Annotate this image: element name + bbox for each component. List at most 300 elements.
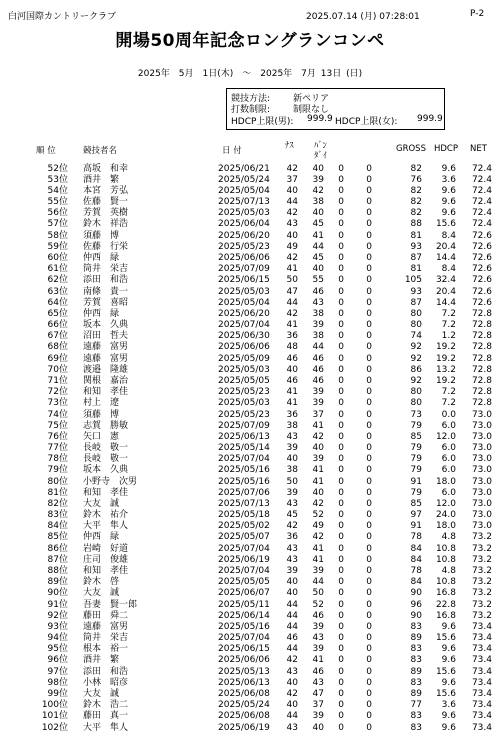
name-cell: 須藤 博 bbox=[83, 409, 120, 420]
gross-cell: 80 bbox=[410, 320, 422, 330]
name-cell: 大平 隼人 bbox=[83, 722, 129, 733]
date-cell: 2025/05/16 bbox=[218, 621, 270, 632]
date-cell: 2025/05/11 bbox=[218, 599, 270, 610]
page-title: 開場50周年記念ロングランコンペ bbox=[115, 31, 385, 51]
extra-cell-2: 0 bbox=[366, 532, 372, 543]
out-score-cell: 41 bbox=[286, 398, 298, 409]
extra-cell-1: 0 bbox=[338, 711, 344, 722]
extra-cell-2: 0 bbox=[366, 554, 372, 565]
date-cell: 2025/05/23 bbox=[218, 409, 270, 420]
rank-cell: 72位 bbox=[47, 387, 68, 398]
col-in: ﾊﾞﾝ bbox=[314, 141, 327, 151]
hdcp-cell: 9.6 bbox=[441, 711, 456, 722]
gross-cell: 92 bbox=[410, 353, 422, 364]
date-cell: 2025/06/20 bbox=[218, 230, 270, 241]
net-cell: 73.2 bbox=[471, 566, 492, 576]
hdcp-cell: 6.0 bbox=[441, 487, 456, 498]
extra-cell-2: 0 bbox=[366, 465, 372, 476]
out-score-cell: 36 bbox=[286, 409, 298, 420]
in-score-cell: 39 bbox=[312, 387, 324, 398]
date-cell: 2025/06/06 bbox=[218, 252, 270, 263]
gross-cell: 93 bbox=[410, 286, 422, 297]
in-score-cell: 41 bbox=[312, 230, 324, 241]
hdcp-cell: 9.6 bbox=[441, 185, 456, 196]
competition-period: 2025年 5月 1日(木) ～ 2025年 7月 13日 (日) bbox=[137, 69, 363, 79]
name-cell: 仲西 緑 bbox=[83, 532, 120, 543]
out-score-cell: 46 bbox=[286, 353, 298, 364]
date-cell: 2025/06/19 bbox=[218, 554, 270, 565]
hdcp-cell: 9.6 bbox=[441, 655, 456, 666]
gross-cell: 77 bbox=[410, 700, 422, 711]
net-cell: 72.4 bbox=[471, 185, 492, 196]
rank-cell: 83位 bbox=[47, 510, 68, 521]
rank-cell: 79位 bbox=[47, 465, 68, 476]
hdcp-cell: 19.2 bbox=[435, 375, 456, 386]
gross-cell: 89 bbox=[410, 666, 422, 677]
hdcp-cell: 32.4 bbox=[435, 275, 456, 286]
out-score-cell: 40 bbox=[286, 588, 298, 599]
extra-cell-1: 0 bbox=[338, 465, 344, 476]
extra-cell-1: 0 bbox=[338, 644, 344, 655]
name-cell: 鈴木 祥浩 bbox=[83, 219, 129, 230]
table-row bbox=[0, 376, 500, 387]
in-score-cell: 39 bbox=[312, 174, 324, 185]
extra-cell-1: 0 bbox=[338, 689, 344, 699]
hdcp-cell: 19.2 bbox=[435, 353, 456, 364]
out-score-cell: 39 bbox=[286, 487, 298, 498]
in-score-cell: 40 bbox=[312, 264, 324, 275]
net-cell: 73.4 bbox=[471, 633, 492, 644]
date-cell: 2025/05/03 bbox=[218, 286, 270, 297]
out-score-cell: 43 bbox=[286, 543, 298, 554]
date-cell: 2025/05/05 bbox=[218, 577, 270, 588]
in-score-cell: 38 bbox=[312, 331, 324, 342]
name-cell: 関根 嘉治 bbox=[83, 375, 129, 386]
net-cell: 72.6 bbox=[471, 264, 492, 275]
extra-cell-2: 0 bbox=[366, 633, 372, 644]
name-cell: 長岐 敬一 bbox=[83, 443, 129, 453]
out-score-cell: 39 bbox=[286, 566, 298, 576]
hdcp-cell: 3.6 bbox=[441, 700, 456, 711]
out-score-cell: 40 bbox=[286, 677, 298, 688]
name-cell: 須藤 博 bbox=[83, 230, 120, 241]
gross-cell: 90 bbox=[410, 588, 422, 599]
table-row bbox=[0, 387, 500, 398]
in-score-cell: 39 bbox=[312, 454, 324, 465]
hdcp-cell: 0.0 bbox=[441, 409, 456, 420]
table-row bbox=[0, 342, 500, 353]
extra-cell-1: 0 bbox=[338, 219, 344, 230]
in-score-cell: 40 bbox=[312, 208, 324, 219]
extra-cell-2: 0 bbox=[366, 431, 372, 442]
rank-cell: 80位 bbox=[47, 476, 68, 487]
gross-cell: 91 bbox=[410, 476, 422, 487]
rank-cell: 89位 bbox=[47, 577, 68, 588]
net-cell: 73.2 bbox=[471, 610, 492, 621]
out-score-cell: 40 bbox=[286, 454, 298, 465]
net-cell: 73.0 bbox=[471, 498, 492, 509]
date-cell: 2025/05/14 bbox=[218, 443, 270, 453]
extra-cell-2: 0 bbox=[366, 342, 372, 353]
gross-cell: 89 bbox=[410, 689, 422, 699]
net-cell: 73.0 bbox=[471, 465, 492, 476]
hdcp-cell: 7.2 bbox=[441, 308, 456, 319]
name-cell: 根本 裕一 bbox=[83, 644, 129, 655]
date-cell: 2025/05/03 bbox=[218, 364, 270, 375]
extra-cell-1: 0 bbox=[338, 577, 344, 588]
extra-cell-1: 0 bbox=[338, 286, 344, 297]
net-cell: 73.0 bbox=[471, 420, 492, 431]
net-cell: 73.4 bbox=[471, 711, 492, 722]
gross-cell: 84 bbox=[410, 554, 422, 565]
hdcp-cell: 3.6 bbox=[441, 174, 456, 185]
out-score-cell: 42 bbox=[286, 208, 298, 219]
date-cell: 2025/05/23 bbox=[218, 387, 270, 398]
rank-cell: 98位 bbox=[47, 677, 68, 688]
net-cell: 72.8 bbox=[471, 342, 492, 353]
extra-cell-2: 0 bbox=[366, 375, 372, 386]
extra-cell-2: 0 bbox=[366, 275, 372, 286]
date-cell: 2025/06/21 bbox=[218, 163, 270, 174]
extra-cell-1: 0 bbox=[338, 521, 344, 532]
table-row bbox=[0, 544, 500, 555]
extra-cell-2: 0 bbox=[366, 510, 372, 521]
out-score-cell: 42 bbox=[286, 308, 298, 319]
net-cell: 72.8 bbox=[471, 331, 492, 342]
rank-cell: 61位 bbox=[47, 264, 68, 275]
rank-cell: 96位 bbox=[47, 655, 68, 666]
gross-cell: 76 bbox=[410, 174, 422, 185]
gross-cell: 80 bbox=[410, 387, 422, 398]
table-row bbox=[0, 611, 500, 622]
extra-cell-2: 0 bbox=[366, 700, 372, 711]
name-cell: 本宮 芳弘 bbox=[83, 185, 129, 196]
table-row bbox=[0, 264, 500, 275]
gross-cell: 73 bbox=[410, 409, 422, 420]
in-score-cell: 49 bbox=[312, 521, 324, 532]
rank-cell: 84位 bbox=[47, 521, 68, 532]
col-hdcp: HDCP bbox=[434, 144, 458, 154]
extra-cell-1: 0 bbox=[338, 208, 344, 219]
table-row bbox=[0, 164, 500, 175]
gross-cell: 85 bbox=[410, 498, 422, 509]
date-cell: 2025/06/30 bbox=[218, 331, 270, 342]
extra-cell-1: 0 bbox=[338, 510, 344, 521]
extra-cell-2: 0 bbox=[366, 286, 372, 297]
extra-cell-2: 0 bbox=[366, 566, 372, 576]
rank-cell: 74位 bbox=[47, 409, 68, 420]
net-cell: 72.8 bbox=[471, 308, 492, 319]
net-cell: 73.2 bbox=[471, 577, 492, 588]
table-row bbox=[0, 309, 500, 320]
hdcp-cell: 12.0 bbox=[435, 431, 456, 442]
name-cell: 和知 孝佳 bbox=[83, 566, 129, 576]
date-cell: 2025/05/16 bbox=[218, 465, 270, 476]
name-cell: 仲西 緑 bbox=[83, 252, 120, 263]
name-cell: 佐藤 行栄 bbox=[83, 241, 129, 252]
name-cell: 渡邉 隆雄 bbox=[83, 364, 129, 375]
date-cell: 2025/06/13 bbox=[218, 431, 270, 442]
name-cell: 遠藤 富男 bbox=[83, 621, 129, 632]
date-cell: 2025/06/06 bbox=[218, 655, 270, 666]
out-score-cell: 50 bbox=[286, 275, 298, 286]
name-cell: 和知 孝佳 bbox=[83, 487, 129, 498]
name-cell: 庄司 俊雄 bbox=[83, 554, 129, 565]
net-cell: 73.2 bbox=[471, 543, 492, 554]
rank-cell: 85位 bbox=[47, 532, 68, 543]
in-score-cell: 41 bbox=[312, 543, 324, 554]
table-row bbox=[0, 208, 500, 219]
extra-cell-2: 0 bbox=[366, 621, 372, 632]
hdcp-cell: 9.6 bbox=[441, 621, 456, 632]
in-score-cell: 39 bbox=[312, 711, 324, 722]
extra-cell-2: 0 bbox=[366, 230, 372, 241]
net-cell: 72.6 bbox=[471, 286, 492, 297]
name-cell: 坂本 久典 bbox=[83, 320, 129, 330]
date-cell: 2025/07/13 bbox=[218, 498, 270, 509]
table-row bbox=[0, 197, 500, 208]
net-cell: 72.4 bbox=[471, 208, 492, 219]
gross-cell: 82 bbox=[410, 197, 422, 207]
hdcp-cell: 9.6 bbox=[441, 722, 456, 733]
out-score-cell: 44 bbox=[286, 711, 298, 722]
rank-cell: 70位 bbox=[47, 364, 68, 375]
net-cell: 73.0 bbox=[471, 443, 492, 453]
in-score-cell: 43 bbox=[312, 677, 324, 688]
extra-cell-2: 0 bbox=[366, 387, 372, 398]
extra-cell-1: 0 bbox=[338, 308, 344, 319]
date-cell: 2025/06/08 bbox=[218, 711, 270, 722]
hdcp-cell: 16.8 bbox=[435, 610, 456, 621]
in-score-cell: 45 bbox=[312, 219, 324, 230]
in-score-cell: 42 bbox=[312, 185, 324, 196]
name-cell: 大友 誠 bbox=[83, 689, 120, 699]
hdcp-cell: 15.6 bbox=[435, 219, 456, 230]
hdcp-cell: 19.2 bbox=[435, 342, 456, 353]
hdcp-cell: 9.6 bbox=[441, 197, 456, 207]
gross-cell: 79 bbox=[410, 487, 422, 498]
net-cell: 73.0 bbox=[471, 454, 492, 465]
table-row bbox=[0, 410, 500, 421]
out-score-cell: 48 bbox=[286, 342, 298, 353]
extra-cell-2: 0 bbox=[366, 264, 372, 275]
extra-cell-1: 0 bbox=[338, 387, 344, 398]
name-cell: 鈴木 啓 bbox=[83, 577, 120, 588]
extra-cell-1: 0 bbox=[338, 431, 344, 442]
date-cell: 2025/06/06 bbox=[218, 342, 270, 353]
gross-cell: 79 bbox=[410, 454, 422, 465]
hdcp-cell: 18.0 bbox=[435, 521, 456, 532]
net-cell: 73.4 bbox=[471, 700, 492, 711]
net-cell: 73.4 bbox=[471, 689, 492, 699]
gross-cell: 86 bbox=[410, 364, 422, 375]
rank-cell: 64位 bbox=[47, 297, 68, 308]
gross-cell: 88 bbox=[410, 219, 422, 230]
date-cell: 2025/06/07 bbox=[218, 588, 270, 599]
in-score-cell: 44 bbox=[312, 577, 324, 588]
in-score-cell: 42 bbox=[312, 498, 324, 509]
extra-cell-2: 0 bbox=[366, 320, 372, 330]
date-cell: 2025/05/24 bbox=[218, 700, 270, 711]
net-cell: 73.0 bbox=[471, 487, 492, 498]
name-cell: 高坂 和幸 bbox=[83, 163, 129, 174]
rank-cell: 77位 bbox=[47, 443, 68, 453]
in-score-cell: 42 bbox=[312, 532, 324, 543]
net-cell: 73.4 bbox=[471, 621, 492, 632]
extra-cell-1: 0 bbox=[338, 353, 344, 364]
table-row bbox=[0, 622, 500, 633]
gross-cell: 84 bbox=[410, 543, 422, 554]
gross-cell: 80 bbox=[410, 308, 422, 319]
extra-cell-1: 0 bbox=[338, 185, 344, 196]
net-cell: 72.8 bbox=[471, 364, 492, 375]
out-score-cell: 41 bbox=[286, 320, 298, 330]
extra-cell-1: 0 bbox=[338, 275, 344, 286]
extra-cell-1: 0 bbox=[338, 420, 344, 431]
gross-cell: 93 bbox=[410, 241, 422, 252]
hdcp-cell: 16.8 bbox=[435, 588, 456, 599]
hdcp-cell: 10.8 bbox=[435, 543, 456, 554]
rank-cell: 88位 bbox=[47, 566, 68, 576]
hdcp-cell: 4.8 bbox=[441, 566, 456, 576]
hdcp-female-value: 999.9 bbox=[417, 114, 443, 124]
date-cell: 2025/05/13 bbox=[218, 666, 270, 677]
extra-cell-1: 0 bbox=[338, 331, 344, 342]
date-cell: 2025/06/15 bbox=[218, 644, 270, 655]
extra-cell-2: 0 bbox=[366, 185, 372, 196]
gross-cell: 92 bbox=[410, 342, 422, 353]
table-row bbox=[0, 577, 500, 588]
extra-cell-2: 0 bbox=[366, 219, 372, 230]
table-row bbox=[0, 320, 500, 331]
rank-cell: 93位 bbox=[47, 621, 68, 632]
hdcp-cell: 14.4 bbox=[435, 252, 456, 263]
date-cell: 2025/06/15 bbox=[218, 275, 270, 286]
rank-cell: 81位 bbox=[47, 487, 68, 498]
date-cell: 2025/07/04 bbox=[218, 566, 270, 576]
out-score-cell: 43 bbox=[286, 498, 298, 509]
net-cell: 73.2 bbox=[471, 599, 492, 610]
extra-cell-2: 0 bbox=[366, 443, 372, 453]
table-row bbox=[0, 711, 500, 722]
out-score-cell: 40 bbox=[286, 185, 298, 196]
extra-cell-1: 0 bbox=[338, 443, 344, 453]
extra-cell-2: 0 bbox=[366, 588, 372, 599]
date-cell: 2025/06/20 bbox=[218, 308, 270, 319]
net-cell: 73.2 bbox=[471, 554, 492, 565]
net-cell: 72.8 bbox=[471, 353, 492, 364]
gross-cell: 90 bbox=[410, 610, 422, 621]
net-cell: 72.6 bbox=[471, 241, 492, 252]
date-cell: 2025/07/09 bbox=[218, 420, 270, 431]
hdcp-cell: 24.0 bbox=[435, 510, 456, 521]
extra-cell-2: 0 bbox=[366, 163, 372, 174]
gross-cell: 82 bbox=[410, 163, 422, 174]
table-row bbox=[0, 655, 500, 666]
in-score-cell: 50 bbox=[312, 588, 324, 599]
col-in2: ﾀﾞｲ bbox=[314, 151, 327, 161]
in-score-cell: 44 bbox=[312, 241, 324, 252]
name-cell: 小野寺 次男 bbox=[83, 476, 138, 487]
table-row bbox=[0, 510, 500, 521]
gross-cell: 79 bbox=[410, 465, 422, 476]
extra-cell-1: 0 bbox=[338, 163, 344, 174]
conditions-box bbox=[226, 88, 445, 130]
extra-cell-1: 0 bbox=[338, 398, 344, 409]
table-row bbox=[0, 667, 500, 678]
extra-cell-2: 0 bbox=[366, 208, 372, 219]
name-cell: 岩崎 好道 bbox=[83, 543, 129, 554]
date-cell: 2025/05/16 bbox=[218, 476, 270, 487]
date-cell: 2025/05/03 bbox=[218, 208, 270, 219]
col-gross: GROSS bbox=[396, 144, 426, 154]
net-cell: 73.0 bbox=[471, 476, 492, 487]
hdcp-cell: 20.4 bbox=[435, 241, 456, 252]
table-row bbox=[0, 186, 500, 197]
col-net: NET bbox=[470, 144, 487, 154]
hdcp-cell: 12.0 bbox=[435, 498, 456, 509]
extra-cell-1: 0 bbox=[338, 230, 344, 241]
name-cell: 沼田 哲夫 bbox=[83, 331, 129, 342]
extra-cell-1: 0 bbox=[338, 599, 344, 610]
page-number: P-2 bbox=[470, 9, 485, 19]
out-score-cell: 40 bbox=[286, 230, 298, 241]
name-cell: 大友 誠 bbox=[83, 498, 120, 509]
in-score-cell: 45 bbox=[312, 252, 324, 263]
rank-cell: 102位 bbox=[41, 722, 68, 733]
rank-cell: 56位 bbox=[47, 208, 68, 219]
table-row bbox=[0, 421, 500, 432]
name-cell: 矢口 憲 bbox=[83, 431, 120, 442]
rank-cell: 82位 bbox=[47, 498, 68, 509]
name-cell: 南條 貴一 bbox=[83, 286, 129, 297]
date-cell: 2025/07/13 bbox=[218, 197, 270, 207]
hdcp-cell: 14.4 bbox=[435, 297, 456, 308]
extra-cell-2: 0 bbox=[366, 420, 372, 431]
net-cell: 73.2 bbox=[471, 588, 492, 599]
in-score-cell: 39 bbox=[312, 621, 324, 632]
table-row bbox=[0, 723, 500, 734]
name-cell: 遠藤 富男 bbox=[83, 353, 129, 364]
gross-cell: 79 bbox=[410, 443, 422, 453]
table-row bbox=[0, 588, 500, 599]
extra-cell-1: 0 bbox=[338, 677, 344, 688]
gross-cell: 78 bbox=[410, 532, 422, 543]
rank-cell: 97位 bbox=[47, 666, 68, 677]
rank-cell: 91位 bbox=[47, 599, 68, 610]
in-score-cell: 40 bbox=[312, 163, 324, 174]
out-score-cell: 42 bbox=[286, 655, 298, 666]
in-score-cell: 46 bbox=[312, 610, 324, 621]
extra-cell-2: 0 bbox=[366, 297, 372, 308]
table-row bbox=[0, 521, 500, 532]
extra-cell-1: 0 bbox=[338, 666, 344, 677]
col-date: 日 付 bbox=[222, 146, 242, 156]
net-cell: 72.8 bbox=[471, 375, 492, 386]
extra-cell-1: 0 bbox=[338, 610, 344, 621]
gross-cell: 78 bbox=[410, 566, 422, 576]
hdcp-cell: 9.6 bbox=[441, 644, 456, 655]
date-cell: 2025/05/23 bbox=[218, 241, 270, 252]
in-score-cell: 46 bbox=[312, 666, 324, 677]
out-score-cell: 40 bbox=[286, 577, 298, 588]
name-cell: 添田 和浩 bbox=[83, 275, 129, 286]
extra-cell-1: 0 bbox=[338, 633, 344, 644]
rank-cell: 69位 bbox=[47, 353, 68, 364]
col-rank: 順 位 bbox=[36, 146, 56, 156]
in-score-cell: 41 bbox=[312, 420, 324, 431]
date-cell: 2025/05/04 bbox=[218, 185, 270, 196]
